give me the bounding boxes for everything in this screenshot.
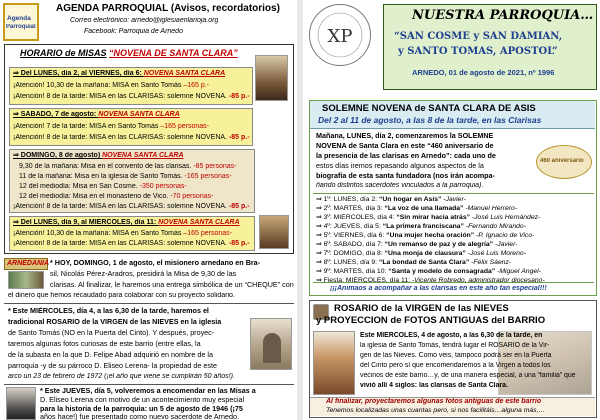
novena-day-4: ⇒ 4º: JUEVES, día 5: “La primera franciscana” -Fernando Mirando-: [316, 223, 526, 230]
news3-line-2: D. Eliseo Lerena con motivo de un acontecimiento muy especial: [40, 396, 245, 404]
schedule-title-a: HORARIO de MISAS: [20, 48, 107, 58]
novena-title: SOLEMNE NOVENA de SANTA CLARA DE ASÍS: [322, 104, 536, 114]
parish-title: NUESTRA PARROQUIA…: [412, 9, 594, 23]
virgin-nieves-image: [313, 331, 355, 395]
news2-line-4: taremos algunas fotos curiosas de este barrio (entre ellas, la: [8, 340, 201, 348]
schedule-line-7: ⇒ DOMINGO, 8 de agosto) NOVENA SANTA CLARA: [13, 152, 184, 159]
novena-day-10: ⇒ Fiesta: MIÉRCOLES, día 11: -Vicente Robredo, administrador diocesano-: [316, 277, 545, 284]
news3-line-3: para la historia de la parroquia: un 5 de agosto de 1946 (¡75: [40, 405, 243, 413]
rosario-line-4: del Cinto pero sí que encomendaremos a la Virgen a todos los: [360, 362, 551, 369]
schedule-line-11: 12 del mediodía: Misa en el monasterio de Vico. -70 personas-: [19, 193, 214, 200]
rosario-title-2: y PROYECCIÓN de FOTOS ANTIGUAS del BARRIO: [316, 316, 546, 326]
svg-text:XP: XP: [327, 26, 353, 47]
saint-clara-portrait-image: [259, 215, 289, 249]
novena-box: [309, 100, 597, 296]
schedule-line-1: ⇒ Del LUNES, día 2, al VIERNES, día 6: NOVENA SANTA CLARA: [13, 70, 226, 77]
news3-line-1: * Este JUEVES, día 5, volveremos a encomendar en las Misas a: [40, 387, 256, 395]
right-page: [303, 0, 600, 420]
novena-intro-6: ñando distintos sacerdotes vinculados a la parroquia).: [316, 182, 484, 189]
anniversary-badge-text: 460 aniversario: [540, 158, 584, 164]
schedule-line-5: ¡Atención! 7 de la tarde: MISA en Santo Tomás –165 personas-: [13, 123, 210, 130]
left-page: [0, 0, 297, 420]
novena-footer: ¡¡¡Animaos a acompañar a las clarisas en este año tan especial!!!: [330, 285, 547, 292]
agenda-title: AGENDA PARROQUIAL (Avisos, recordatorios): [56, 3, 280, 14]
schedule-title-b: “NOVENA DE SANTA CLARA”: [109, 48, 238, 58]
rosario-line-6: vivió allí 4 siglos: las clarisas de Santa Clara.: [360, 382, 508, 389]
missionary-photo: [8, 271, 44, 289]
novena-intro-4: estos días iremos repasando algunos aspectos de la: [316, 162, 484, 170]
schedule-line-2: ¡Atención! 10,30 de la mañana: MISA en Santo Tomás –165 p.-: [13, 82, 209, 89]
schedule-title: [20, 48, 238, 58]
saint-clara-statue-image: [255, 55, 288, 101]
schedule-line-13: ⇒ Del LUNES, día 9, al MIÉRCOLES, día 11: NOVENA SANTA CLARA: [13, 219, 240, 226]
parish-seal: [309, 4, 371, 66]
agenda-email: Correo electrónico: arnedo@iglesiaenlarioja.org: [70, 17, 219, 24]
agenda-logo: [3, 3, 39, 41]
rosario-line-3: gen de las Nieves. Como veis, tampoco podrá ser en la Puerta: [360, 352, 552, 359]
arch-photo: [250, 318, 292, 370]
novena-subtitle: Del 2 al 11 de agosto, a las 8 de la tarde, en las Clarisas: [318, 116, 542, 125]
parish-date: ARNEDO, 01 de agosto de 2021, nº 1996: [412, 69, 555, 77]
novena-day-1: ⇒ 1º: LUNES, día 2: “Un hogar en Asís” -Javier-: [316, 196, 466, 203]
novena-intro-3: la presencia de las clarisas en Arnedo”: cada uno de: [316, 152, 496, 160]
parish-subtitle-2: y SANTO TOMÁS, APÓSTOL”: [398, 46, 558, 57]
schedule-line-9: 11 de la mañana: Misa en la iglesia de Santo Tomás. -165 personas-: [19, 173, 232, 180]
divider-2: [4, 384, 294, 385]
parish-header-box: [383, 4, 597, 90]
schedule-line-6: ¡Atención! 8 de la tarde: MISA en las CLARISAS: solemne NOVENA. -85 p.-: [13, 134, 250, 141]
novena-intro-2: NOVENA de Santa Clara en este “460 aniversario de: [316, 142, 494, 150]
news2-line-1: * Este MIÉRCOLES, día 4, a las 6,30 de la tarde, haremos el: [8, 307, 209, 315]
schedule-box: [4, 44, 294, 254]
schedule-line-3: ¡Atención! 8 de la tarde: MISA en las CLARISAS: solemne NOVENA. -85 p.-: [13, 93, 250, 100]
schedule-line-4: ⇒ SÁBADO, 7 de agosto: NOVENA SANTA CLARA: [13, 111, 180, 118]
arnedania-label: ARNEDANÍA: [7, 260, 49, 267]
news1-line-3: clarisas. Al finalizar, le haremos una entrega simbólica de un “CHEQUE” con: [50, 281, 294, 289]
rosario-title-1: ROSARIO de la VIRGEN de las NIEVES: [334, 304, 509, 314]
news2-line-2: tradicional ROSARIO de la VIRGEN de las NIEVES en la iglesia: [8, 318, 222, 326]
rosario-footer-2: Tenemos localizadas unas cuantas pero, si nos facilitáis…alguna más,…: [326, 407, 546, 414]
arch-shape: [263, 333, 281, 363]
novena-day-6: ⇒ 6º: SÁBADO, día 7: “Un remanso de paz y de alegría” -Javier-: [316, 241, 518, 248]
novena-day-2: ⇒ 2º: MARTES, día 3: “La voz de una llamada” -Manuel Herrero-: [316, 205, 518, 212]
news1-line-2: sil, Nicolás Pérez-Aradros, presidirá la Misa de 9,30 de las: [50, 270, 237, 278]
anniversary-badge: [536, 145, 592, 179]
schedule-line-12: ¡Atención! 8 de la tarde: MISA en las CLARISAS: solemne NOVENA. -85 p.-: [13, 203, 250, 210]
news1-line-4: el dinero que hemos recaudado para colaborar con su proyecto solidario.: [8, 292, 235, 299]
arnedania-tag: [4, 258, 48, 270]
agenda-facebook: Facebook: Parroquia de Arnedo: [84, 28, 183, 35]
schedule-line-8: 9,30 de la mañana: Misa en el convento de las clarisas. -85 personas-: [19, 163, 237, 170]
logo-line2: Parroquial: [6, 24, 36, 30]
novena-day-7: ⇒ 7º: DOMIGO, día 8: “Una monja de clausura” -José Luis Moreno-: [316, 250, 526, 257]
novena-day-5: ⇒ 5º: VIERNES, día 6: “Una mujer hecha oración” -P. Ignacio de Vico-: [316, 232, 535, 239]
news2-line-6: parroquia -y de su párroco D. Eliseo Lerena- la propiedad de este: [8, 362, 217, 370]
schedule-line-14: ¡Atención! 10,30 de la mañana: MISA en Santo Tomás –165 personas-: [13, 230, 232, 237]
novena-intro-5: biografía de esta santa fundadora (nos irán acompa-: [316, 172, 495, 180]
schedule-line-15: ¡Atención! 8 de la tarde: MISA en las CLARISAS: solemne NOVENA. -85 p.-: [13, 240, 250, 247]
novena-intro-1: Mañana, LUNES, día 2, comenzaremos la SOLEMNE: [316, 132, 494, 140]
seal-emblem-icon: [309, 4, 371, 66]
news1-line-1: * HOY, DOMINGO, 1 de agosto, el misionero arnedano en Bra-: [50, 259, 261, 267]
news2-line-3: de Santo Tomás (NO en la Puerta del Cinto). Y después, proyec-: [8, 329, 215, 337]
novena-day-9: ⇒ 9º: MARTES, día 10: “Santa y modelo de consagrada” -Miguel Ángel-: [316, 268, 541, 275]
news3-line-4: años hace!) fue presentado como nuevo sacerdote de Arnedo.: [40, 413, 239, 420]
logo-line1: Agenda: [7, 15, 31, 22]
parish-subtitle-1: “SAN COSME y SAN DAMIÁN,: [394, 31, 563, 42]
rosario-line-5: vecinos de este barrio…y, de una manera especial, a una “familia” que: [360, 372, 576, 379]
news2-line-7: arco un 23 de febrero de 1972 (¡el año que viene se cumplirán 50 años!).: [8, 373, 235, 380]
priest-portrait: [6, 387, 36, 420]
rosario-box: [309, 300, 597, 418]
novena-day-8: ⇒ 8º: LUNES, día 9: “La bondad de Santa Clara” -Félix Sáenz-: [316, 259, 512, 266]
news2-line-5: de la subasta en la que D. Felipe Abad adquirió en nombre de la: [8, 351, 213, 359]
schedule-line-10: 12 del mediodía: Misa en San Cosme. -350 personas-: [19, 183, 187, 190]
divider-1: [4, 303, 294, 304]
rosario-line-1: Este MIÉRCOLES, 4 de agosto, a las 6,30 de la tarde, en: [360, 332, 543, 339]
rosario-line-2: la iglesia de Santo Tomás, tendrá lugar el ROSARIO de la Vir-: [360, 342, 550, 349]
novena-day-3: ⇒ 3º: MIÉRCOLES, día 4: “Sin mirar hacia atrás” -José Luis Hernández-: [316, 214, 541, 221]
rosario-footer-1: Al finalizar, proyectaremos algunas fotos antiguas de este barrio: [326, 398, 542, 405]
